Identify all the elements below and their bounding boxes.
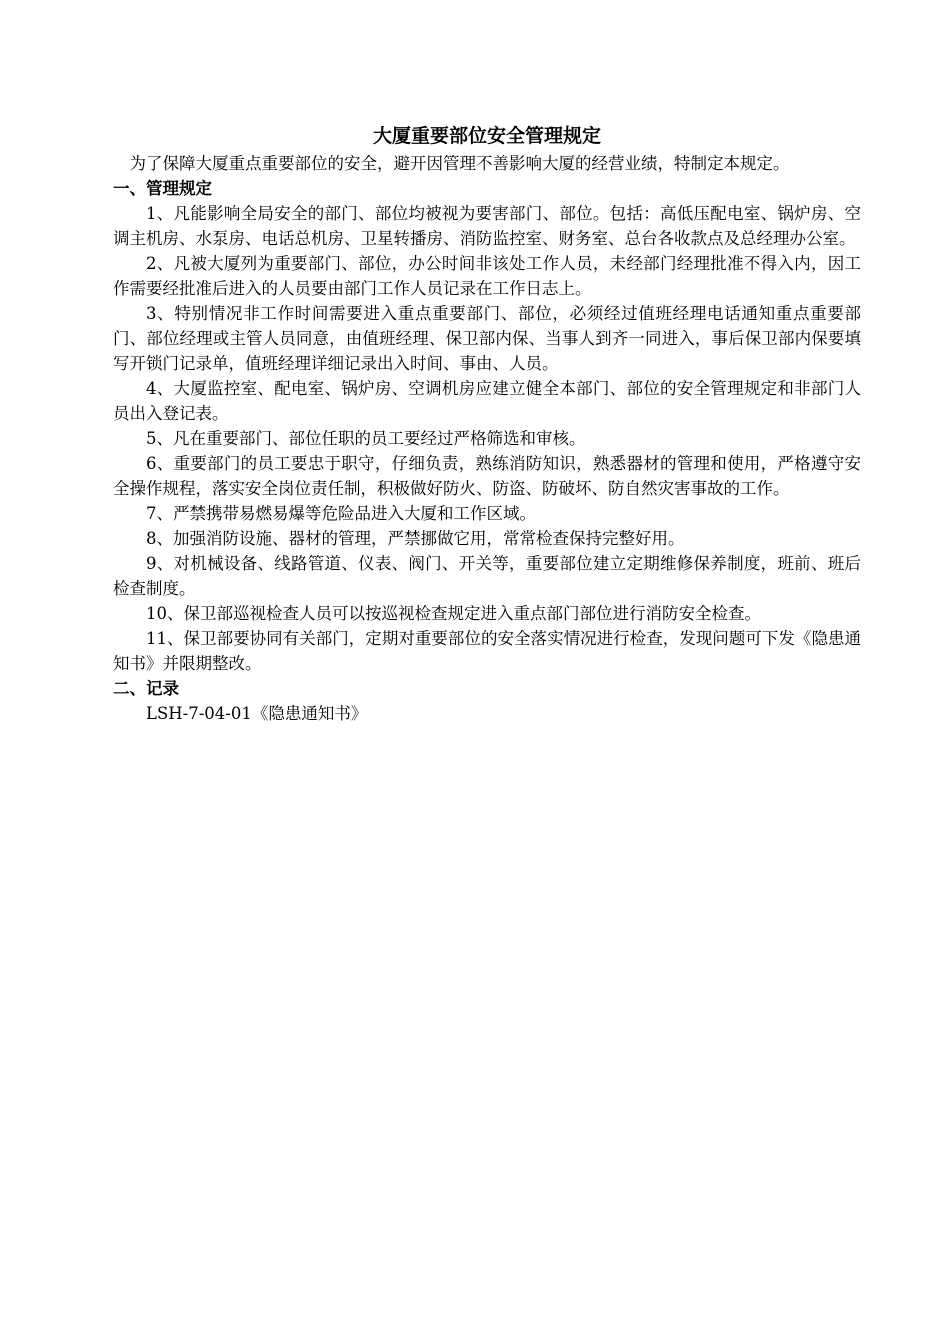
- record-item: LSH-7-04-01《隐患通知书》: [146, 704, 368, 723]
- document-page: [113, 122, 861, 726]
- document-title: 大厦重要部位安全管理规定: [372, 125, 601, 147]
- rule-item-4: 4、大厦监控室、配电室、锅炉房、空调机房应建立健全本部门、部位的安全管理规定和非部门人员出入登记表。: [113, 379, 861, 423]
- rule-item-2: 2、凡被大厦列为重要部门、部位，办公时间非该处工作人员，未经部门经理批准不得入内，因工作需要经批准后进入的人员要由部门工作人员记录在工作日志上。: [113, 254, 861, 298]
- rule-item-10: 10、保卫部巡视检查人员可以按巡视检查规定进入重点部门部位进行消防安全检查。: [146, 604, 761, 623]
- section-management-rules: [113, 176, 861, 676]
- rule-item-11: 11、保卫部要协同有关部门，定期对重要部位的安全落实情况进行检查，发现问题可下发《隐患通知书》并限期整改。: [113, 629, 861, 673]
- section-heading: 一、管理规定: [113, 179, 212, 198]
- section-records: [113, 676, 861, 726]
- rule-item-9: 9、对机械设备、线路管道、仪表、阀门、开关等，重要部位建立定期维修保养制度，班前、班后检查制度。: [113, 554, 861, 598]
- section-heading: 二、记录: [113, 679, 179, 698]
- intro-paragraph: 为了保障大厦重点重要部位的安全，避开因管理不善影响大厦的经营业绩，特制定本规定。: [129, 154, 790, 173]
- rule-item-5: 5、凡在重要部门、部位任职的员工要经过严格筛选和审核。: [146, 429, 586, 448]
- rule-item-1: 1、凡能影响全局安全的部门、部位均被视为要害部门、部位。包括：高低压配电室、锅炉房、空调主机房、水泵房、电话总机房、卫星转播房、消防监控室、财务室、总台各收款点及总经理办公室。: [113, 204, 861, 248]
- rule-item-8: 8、加强消防设施、器材的管理，严禁挪做它用，常常检查保持完整好用。: [146, 529, 685, 548]
- rule-item-3: 3、特别情况非工作时间需要进入重点重要部门、部位，必须经过值班经理电话通知重点重要部门、部位经理或主管人员同意，由值班经理、保卫部内保、当事人到齐一同进入，事后保卫部内保要填写开锁门记录单，值班经理详细记录出入时间、事由、人员。: [113, 304, 861, 373]
- rule-item-6: 6、重要部门的员工要忠于职守，仔细负责，熟练消防知识，熟悉器材的管理和使用，严格遵守安全操作规程，落实安全岗位责任制，积极做好防火、防盗、防破坏、防自然灾害事故的工作。: [113, 454, 861, 498]
- rule-item-7: 7、严禁携带易燃易爆等危险品进入大厦和工作区域。: [146, 504, 536, 523]
